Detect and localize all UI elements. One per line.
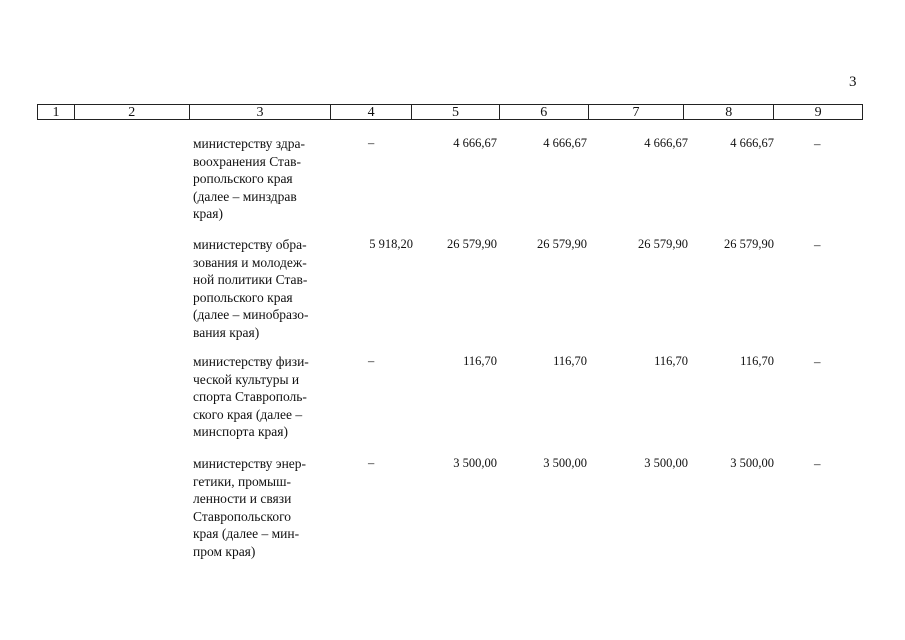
header-cell-1: 1 [38,105,75,119]
cell-col9: – [814,237,821,252]
cell-col8: 4 666,67 [730,136,774,150]
cell-col6: 3 500,00 [543,456,587,470]
cell-col8: 3 500,00 [730,456,774,470]
cell-col7: 26 579,90 [638,237,688,251]
cell-col5: 26 579,90 [447,237,497,251]
cell-col4: – [368,354,375,368]
cell-col9: – [814,136,821,151]
cell-col9: – [814,354,821,369]
table-header-row [37,104,863,120]
cell-col9: – [814,456,821,471]
cell-col6: 116,70 [553,354,587,368]
header-cell-7: 7 [589,105,685,119]
row-label: министерству здра- воохранения Став- ропольского края (далее – минздрав края) [193,136,305,221]
cell-col6: 26 579,90 [537,237,587,251]
cell-col5: 3 500,00 [453,456,497,470]
header-cell-3: 3 [190,105,332,119]
header-cell-5: 5 [412,105,500,119]
cell-col8: 26 579,90 [724,237,774,251]
header-cell-8: 8 [684,105,774,119]
row-label: министерству обра- зования и молодеж- ной политики Став- ропольского края (далее – минобразо- вания края) [193,237,309,340]
row-label: министерству энер- гетики, промыш- ленности и связи Ставропольского края (далее – мин- пром края) [193,456,307,559]
page-number: 3 [849,74,857,90]
cell-col4: – [368,136,375,150]
cell-col7: 4 666,67 [644,136,688,150]
cell-col4: – [368,456,375,470]
cell-col7: 3 500,00 [644,456,688,470]
cell-col8: 116,70 [740,354,774,368]
cell-col6: 4 666,67 [543,136,587,150]
cell-col5: 116,70 [463,354,497,368]
header-cell-6: 6 [500,105,589,119]
row-label: министерству физи- ческой культуры и спорта Ставрополь- ского края (далее – минспорта края) [193,354,309,439]
cell-col5: 4 666,67 [453,136,497,150]
header-cell-4: 4 [331,105,412,119]
cell-col4: 5 918,20 [369,237,413,251]
header-cell-9: 9 [814,105,822,120]
header-cell-2: 2 [75,105,190,119]
cell-col7: 116,70 [654,354,688,368]
